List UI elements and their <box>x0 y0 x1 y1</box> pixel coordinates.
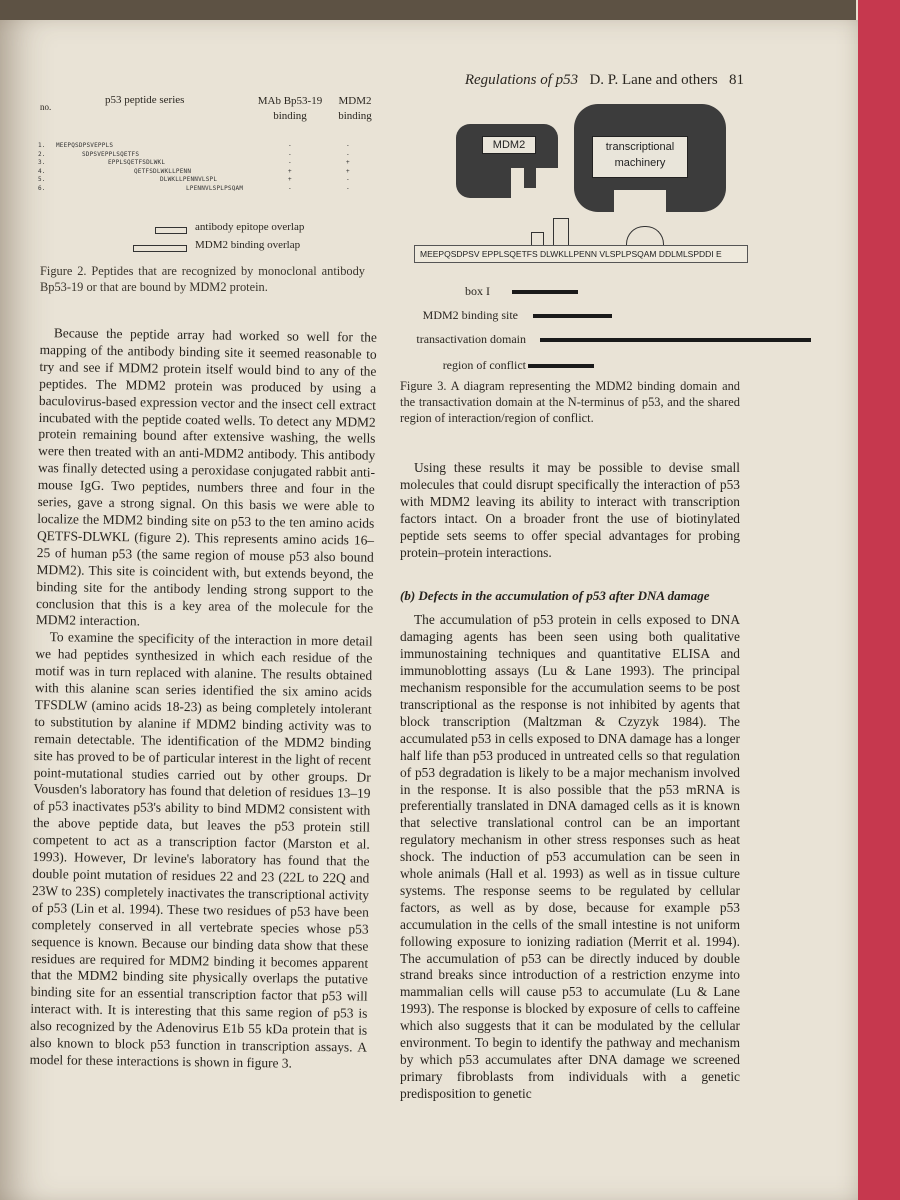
section-title: Defects in the accumulation of p53 after DNA damage <box>418 588 710 604</box>
legend-mdm2-label: MDM2 binding overlap <box>195 239 301 251</box>
bar-transactivation <box>540 338 811 342</box>
row-number: 5. <box>38 176 46 183</box>
row-number: 4. <box>38 167 46 175</box>
section-heading <box>400 587 740 604</box>
peptide-sequence: QETFSDLWKLLPENN <box>134 167 192 175</box>
paragraph: Using these results it may be possible to devise small molecules that could disrupt specifically the interaction of p53 with MDM2 leaving its ability to interact with transcription factors intact. On a broader front the use of biotinylated peptide sets seems to offer special advantages for probing protein–protein interactions. <box>400 460 740 560</box>
mdm2-binding: + <box>346 159 350 166</box>
peptide-sequence: DLWKLLPENNVLSPL <box>160 176 218 183</box>
fig2-col-mab: MAb Bp53-19 binding <box>257 95 323 122</box>
legend-epitope-label: antibody epitope overlap <box>195 221 305 233</box>
table-row <box>38 185 368 194</box>
table-row <box>38 168 368 177</box>
mdm2-binding: - <box>346 176 350 183</box>
running-header <box>465 72 744 89</box>
row-number: 3. <box>38 159 46 166</box>
machinery-label: transcriptional machinery <box>592 136 688 178</box>
row-number: 1. <box>38 142 46 149</box>
paragraph: Because the peptide array had worked so well for the mapping of the antibody binding site it seemed reasonable to try and see if MDM2 protein itself would bind to any of the peptides. The MDM2 protein was produced by using a baculovirus-based expression vector and the insect cell extract incubated with the peptide coated wells. To detect any MDM2 protein remaining bound after extensive washing, the wells were then treated with an anti-MDM2 antibody. This antibody was finally detected using a peroxidase conjugated rabbit anti-mouse IgG. Two peptides, numbers three and four in the series, gave a strong signal. On this basis we were able to localize the MDM2 binding site on p53 to the ten amino acids QETFS-DLWKL (figure 2). This represents amino acids 16–25 of human p53 (the same region of mouse p53 also bound MDM2). This site is coincident with, but extends beyond, the binding site for the antibody lending strong support to the conclusion that this is a key area of the molecule for the MDM2 interaction. <box>35 325 377 629</box>
section-label: (b) <box>400 588 416 604</box>
journal-page <box>0 20 858 1200</box>
mab-binding: - <box>288 159 292 166</box>
bar-conflict <box>528 364 594 368</box>
mab-binding: - <box>288 142 292 149</box>
figure2-caption: Figure 2. Peptides that are recognized by monoclonal antibody Bp53-19 or that are bound by MDM2 protein. <box>40 264 365 294</box>
table-row <box>38 142 368 151</box>
notch-shape <box>531 232 544 245</box>
legend-mdm2-site: MDM2 binding site <box>422 308 518 322</box>
left-column-text <box>30 325 377 1074</box>
table-row <box>38 176 368 185</box>
book-cover-edge <box>858 0 900 1200</box>
mdm2-legend-box <box>133 245 187 252</box>
paragraph: The accumulation of p53 protein in cells exposed to DNA damaging agents has been seen using both qualitative immunostaining techniques and quantitative ELISA and immunoblotting assays (Lu & Lane 1993). The principal mechanism responsible for the accumulation seems to be post transcriptional as the response is not inhibited by agents that block transcription (Maltzman & Czyzyk 1984). The accumulated p53 in cells exposed to DNA damage has a longer half life than p53 produced in untreated cells so that regulation of p53 degradation is likely to be a major mechanism involved in the response. It is also possible that the p53 mRNA is preferentially translated in DNA damaged cells as it is known that selective translational control can be an important regulatory mechanism in other stress responses such as heat shock. The induction of p53 accumulation can be seen in whole animals (Hall et al. 1993) as well as in tissue culture systems. The response seems to be regulated by cellular factors, as well as by dose, because for example p53 accumulation in the cells of the small intestine is not uniform following exposure to ionizing radiation (Merrit et al. 1994). The accumulation of p53 can be directly induced by double strand breaks since introduction of a restriction enzyme into mammalian cells will cause p53 to accumulate (Lu & Lane 1993). The response is blocked by exposure of cells to caffeine which also suggests that it can be modulated by the cellular environment. To begin to identify the pathway and mechanism by which p53 accumulates after DNA damage we screened primary fibroblasts from individuals with a genetic predisposition to genetic <box>400 612 740 1101</box>
legend-transactivation: transactivation domain <box>416 332 526 346</box>
legend-box-i: box I <box>465 284 490 298</box>
table-row <box>38 159 368 168</box>
figure3-caption: Figure 3. A diagram representing the MDM2 binding domain and the transactivation domain at the N-terminus of p53, and the shared region of interaction/region of conflict. <box>400 379 740 425</box>
paragraph: To examine the specificity of the interaction in more detail we had peptides synthesized in which each residue of the motif was in turn replaced with alanine. The results obtained with this alanine scan series identified the six amino acids TFSDLW (amino acids 18-23) as being completely intolerant to substitution by alanine if MDM2 binding activity was to remain detectable. The identification of the MDM2 binding site has proved to be of particular interest in the light of recent point-mutational studies carried out by other groups. Dr Vousden's laboratory has found that deletion of residues 13–19 of p53 inactivates p53's ability to bind MDM2 consistent with the above peptide data, but leaves the p53 protein still competent to act as a transcription factor (Marston et al. 1993). However, Dr levine's laboratory has found that the double point mutation of residues 22 and 23 (22L to 22Q and 23W to 23S) completely inactivates the transcriptional activity of p53 (Lin et al. 1994). These two residues of p53 have been completely conserved in all vertebrate species whose p53 sequence is known. Because our binding data show that these residues are required for MDM2 binding it becomes apparent that the MDM2 binding site physically overlaps the putative binding site for an essential transcription factor that p53 will interact with. It is interesting that this same region of p53 is also recognized by the Adenovirus E1b 55 kDa protein that is also known to block p53 function in transcription assays. A model for these interactions is shown in figure 3. <box>29 629 373 1071</box>
row-number: 6. <box>38 184 46 192</box>
mdm2-binding: - <box>346 150 350 158</box>
mab-binding: + <box>288 167 292 175</box>
peptide-sequence: MEEPQSDPSVEPPLS <box>56 142 114 149</box>
p53-sequence-box: MEEPQSDPSV EPPLSQETFS DLWKLLPENN VLSPLPSQAM DDLMLSPDDI E <box>414 245 748 263</box>
mab-binding: + <box>288 176 292 183</box>
fig3-region-legend <box>400 282 740 382</box>
mdm2-binding: - <box>346 184 350 192</box>
bar-box-i <box>512 290 578 294</box>
page-number: 81 <box>729 72 744 88</box>
row-number: 2. <box>38 150 46 158</box>
right-column-text <box>400 460 740 1103</box>
mdm2-label: MDM2 <box>482 136 536 154</box>
authors: D. P. Lane and others <box>589 72 718 88</box>
legend-conflict: region of conflict <box>442 358 526 372</box>
mab-binding: - <box>288 150 292 158</box>
peg-shape <box>553 218 569 245</box>
running-title: Regulations of p53 <box>464 72 579 88</box>
mab-binding: - <box>288 184 292 192</box>
fig2-col-no: no. <box>40 102 52 112</box>
dome-shape <box>626 226 664 245</box>
fig2-peptide-table <box>38 142 368 193</box>
mdm2-binding: + <box>346 167 350 175</box>
epitope-legend-box <box>155 227 187 234</box>
peptide-sequence: LPENNVLSPLPSQAM <box>186 184 244 192</box>
peptide-sequence: EPPLSQETFSDLWKL <box>108 159 166 166</box>
bar-mdm2-site <box>533 314 612 318</box>
table-row <box>38 151 368 160</box>
fig2-col-series: p53 peptide series <box>105 94 185 106</box>
fig2-col-mdm2: MDM2 binding <box>338 95 372 122</box>
mdm2-binding: - <box>346 142 350 149</box>
peptide-sequence: SDPSVEPPLSQETFS <box>82 150 140 158</box>
